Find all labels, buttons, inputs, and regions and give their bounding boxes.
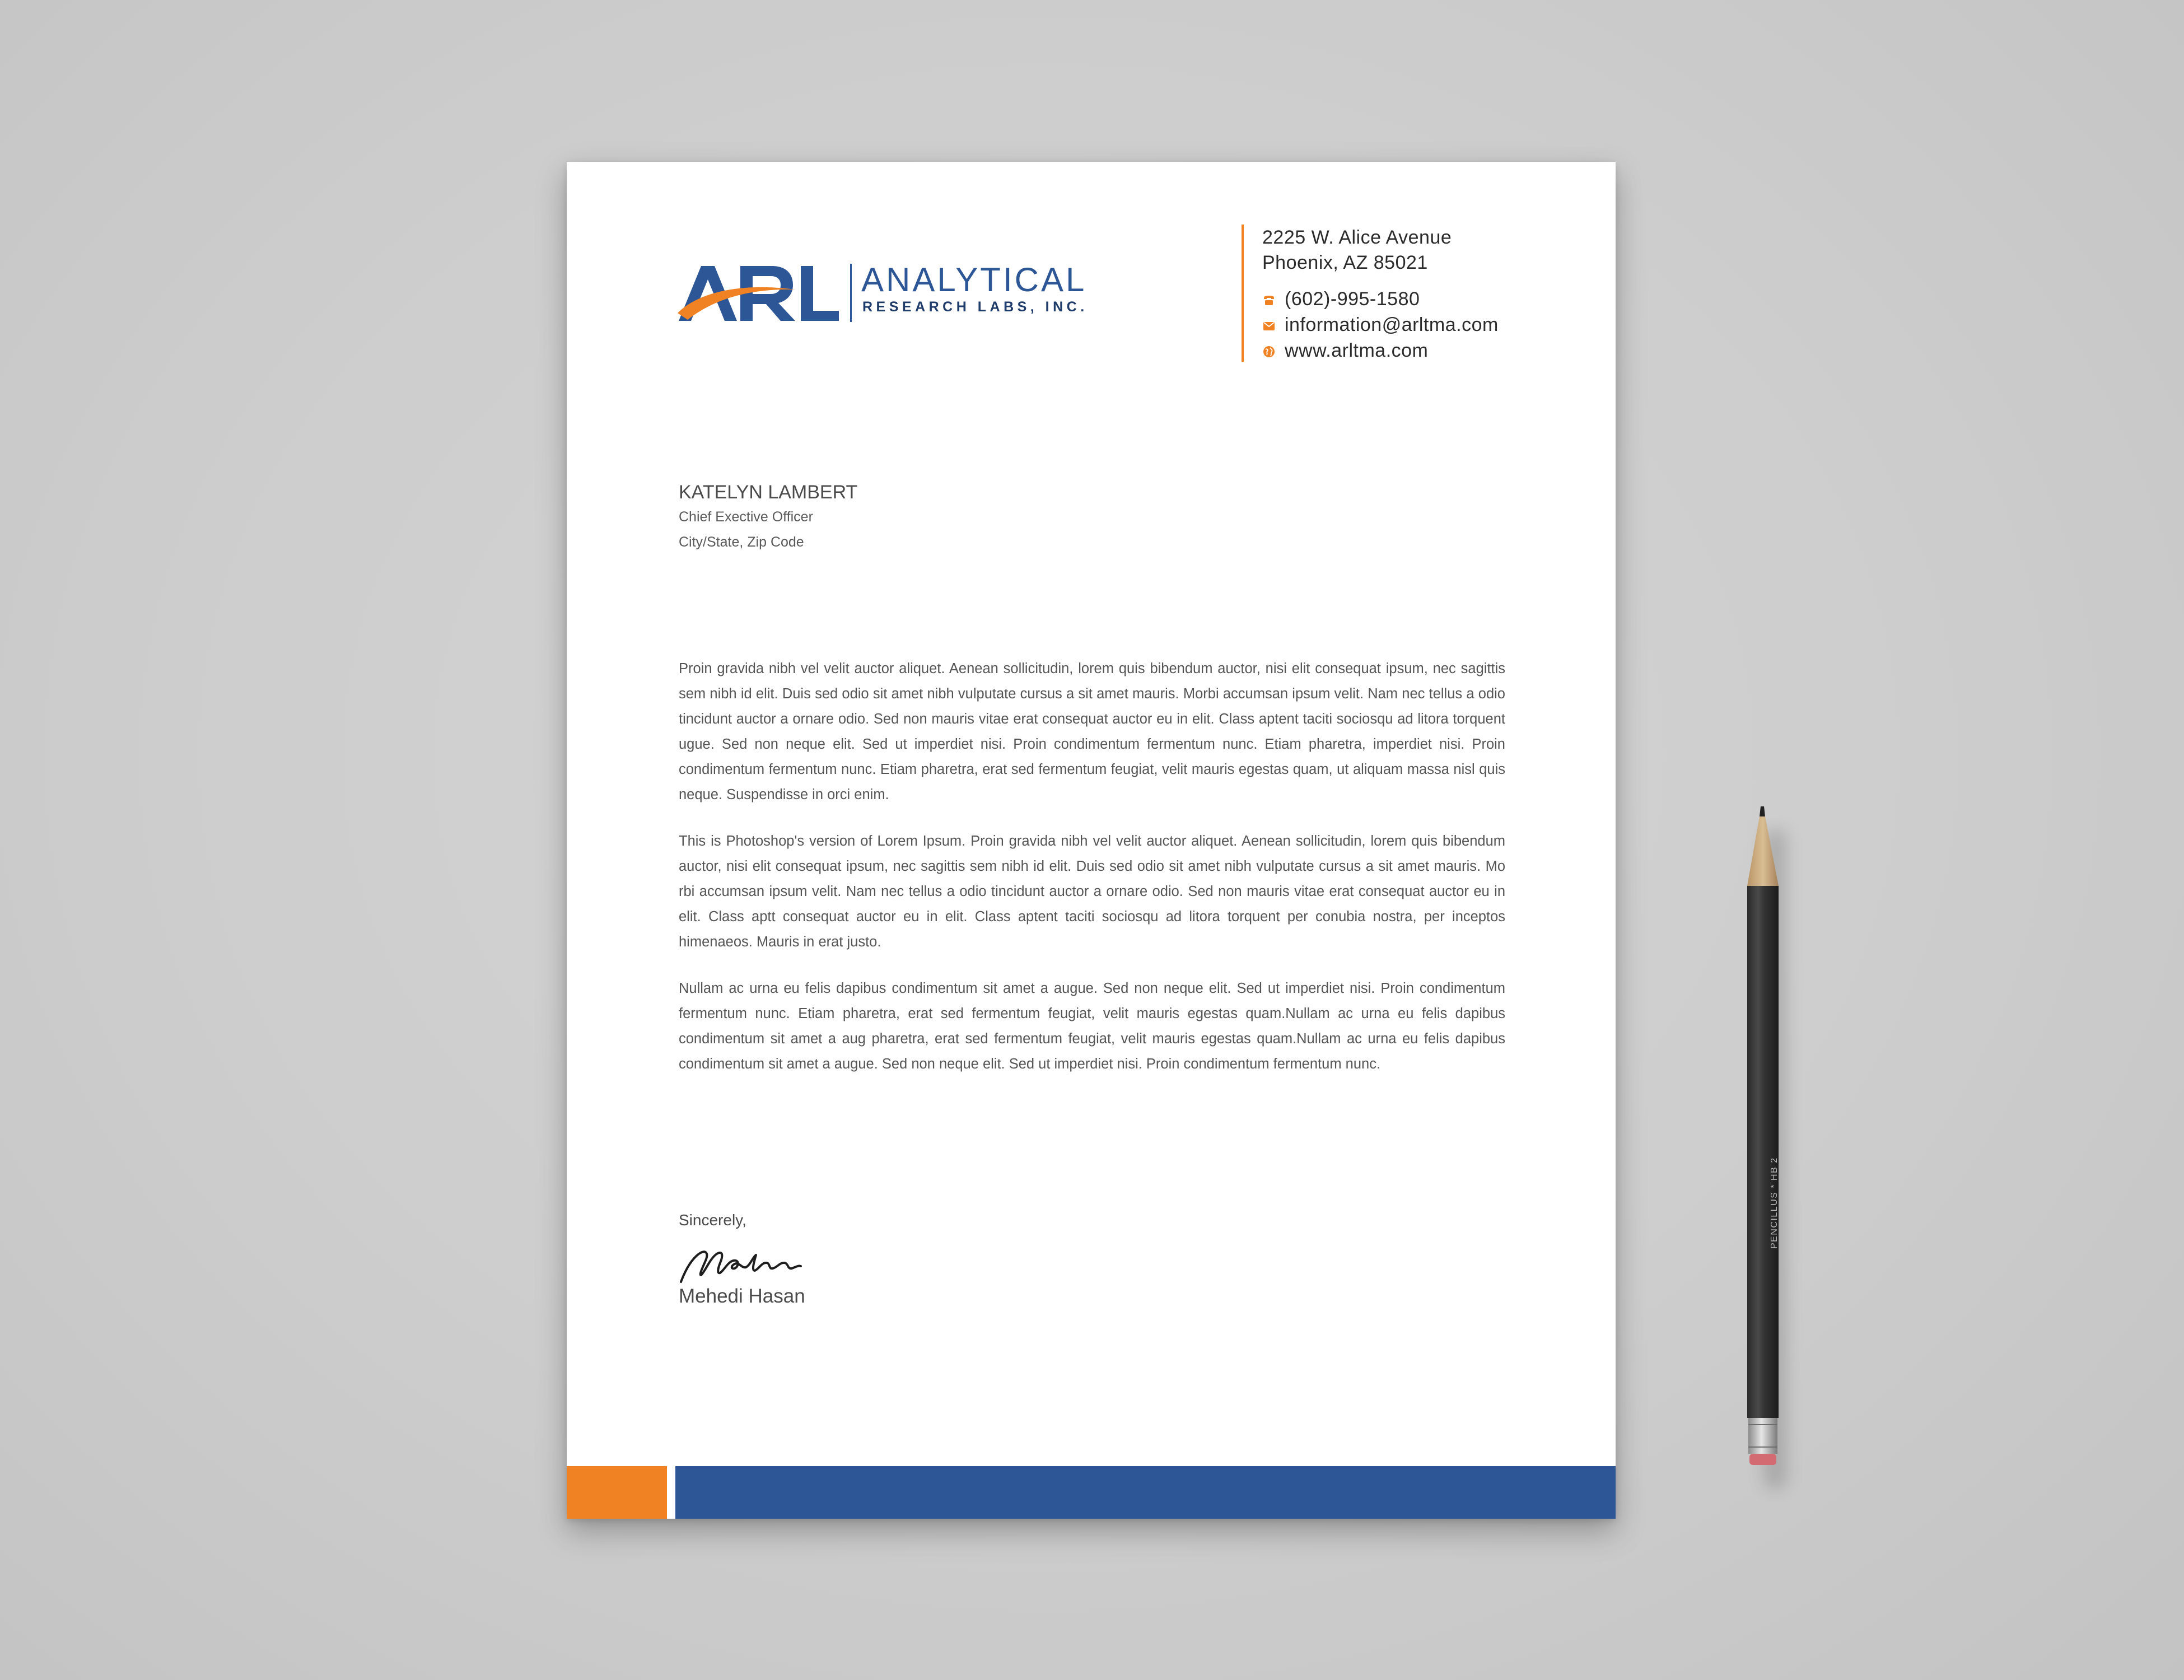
pencil-prop [1746,806,1780,1478]
contact-block [1242,225,1578,362]
closing-block [679,1209,805,1307]
contact-accent-rule [1242,225,1244,362]
handwritten-signature [676,1238,811,1289]
phone-number[interactable]: (602)-995-1580 [1285,288,1420,310]
recipient-title: Chief Exective Officer [679,509,813,525]
body-paragraph-3: Nullam ac urna eu felis dapibus condimentum sit amet a augue. Sed non neque elit. Sed ut imperdiet nisi. Proin condimentum fermentum nunc. Etiam pharetra, erat sed fermentum feugiat, velit mauris egestas quam.Nullam ac urna eu felis dapibus condimentum sit amet a aug pharetra, erat sed fermentum feugiat, velit mauris egestas quam.Nullam ac urna eu felis dapibus condimentum sit amet a augue. Sed non neque elit. Sed ut imperdiet nisi. Proin condimentum fermentum nunc. [679,981,1505,1072]
recipient-location: City/State, Zip Code [679,534,804,550]
logo-company-name: ANALYTICAL [861,261,1087,298]
footer-orange-bar [567,1466,667,1519]
email-address[interactable]: information@arltma.com [1285,314,1499,335]
body-paragraph-1: Proin gravida nibh vel velit auctor aliquet. Aenean sollicitudin, lorem quis bibendum auctor, nisi elit consequat ipsum, nec sagittis sem nibh id elit. Duis sed odio sit amet nibh vulputate cursus a sit amet mauris. Morbi accumsan ipsum velit. Nam nec tellus a odio tincidunt auctor a ornare odio. Sed non mauris vitae erat consequat auctor eu in elit. Class aptent taciti sociosqu ad litora torquent ugue. Sed non neque elit. Sed ut imperdiet nisi. Proin condimentum fermentum nunc. Etiam pharetra, imperdiet nisi. Proin condimentum fermentum nunc. Etiam pharetra, erat sed fermentum feugiat, velit mauris egestas quam, ut aliquam massa nisl quis neque. Suspendisse in orci enim. [679,661,1505,802]
phone-icon [1262,293,1276,307]
signer-name: Mehedi Hasan [679,1285,805,1307]
address-line-2: Phoenix, AZ 85021 [1262,252,1428,273]
recipient-name: KATELYN LAMBERT [679,482,858,503]
envelope-icon [1262,319,1276,333]
letterhead-sheet [567,162,1616,1519]
address-line-1: 2225 W. Alice Avenue [1262,227,1452,248]
pencil-label: PENCILLUS * HB 2 [1770,1157,1779,1249]
company-logo [678,262,1154,329]
arl-logo-mark [678,262,840,329]
logo-tagline: RESEARCH LABS, INC. [862,299,1088,315]
valediction: Sincerely, [679,1211,746,1229]
website-url[interactable]: www.arltma.com [1285,340,1429,361]
letter-body [679,656,1505,1098]
globe-icon [1262,345,1276,358]
body-paragraph-2: This is Photoshop's version of Lorem Ipsum. Proin gravida nibh vel velit auctor aliquet. Aenean sollicitudin, lorem quis bibendum auctor, nisi elit consequat ipsum, nec sagittis sem nibh id elit. Duis sed odio sit amet nibh vulputate cursus a sit amet mauris. Mo rbi accumsan ipsum velit. Nam nec tellus a odio tincidunt auctor a ornare odio. Sed non mauris vitae erat consequat auctor eu in elit. Class aptt consequat auctor eu in elit. Class aptent taciti sociosqu ad litora torquent per conubia nostra, per inceptos himenaeos. Mauris in erat justo. [679,833,1505,950]
recipient-block [679,480,857,554]
footer-blue-bar [675,1466,1616,1519]
logo-divider [850,264,852,322]
